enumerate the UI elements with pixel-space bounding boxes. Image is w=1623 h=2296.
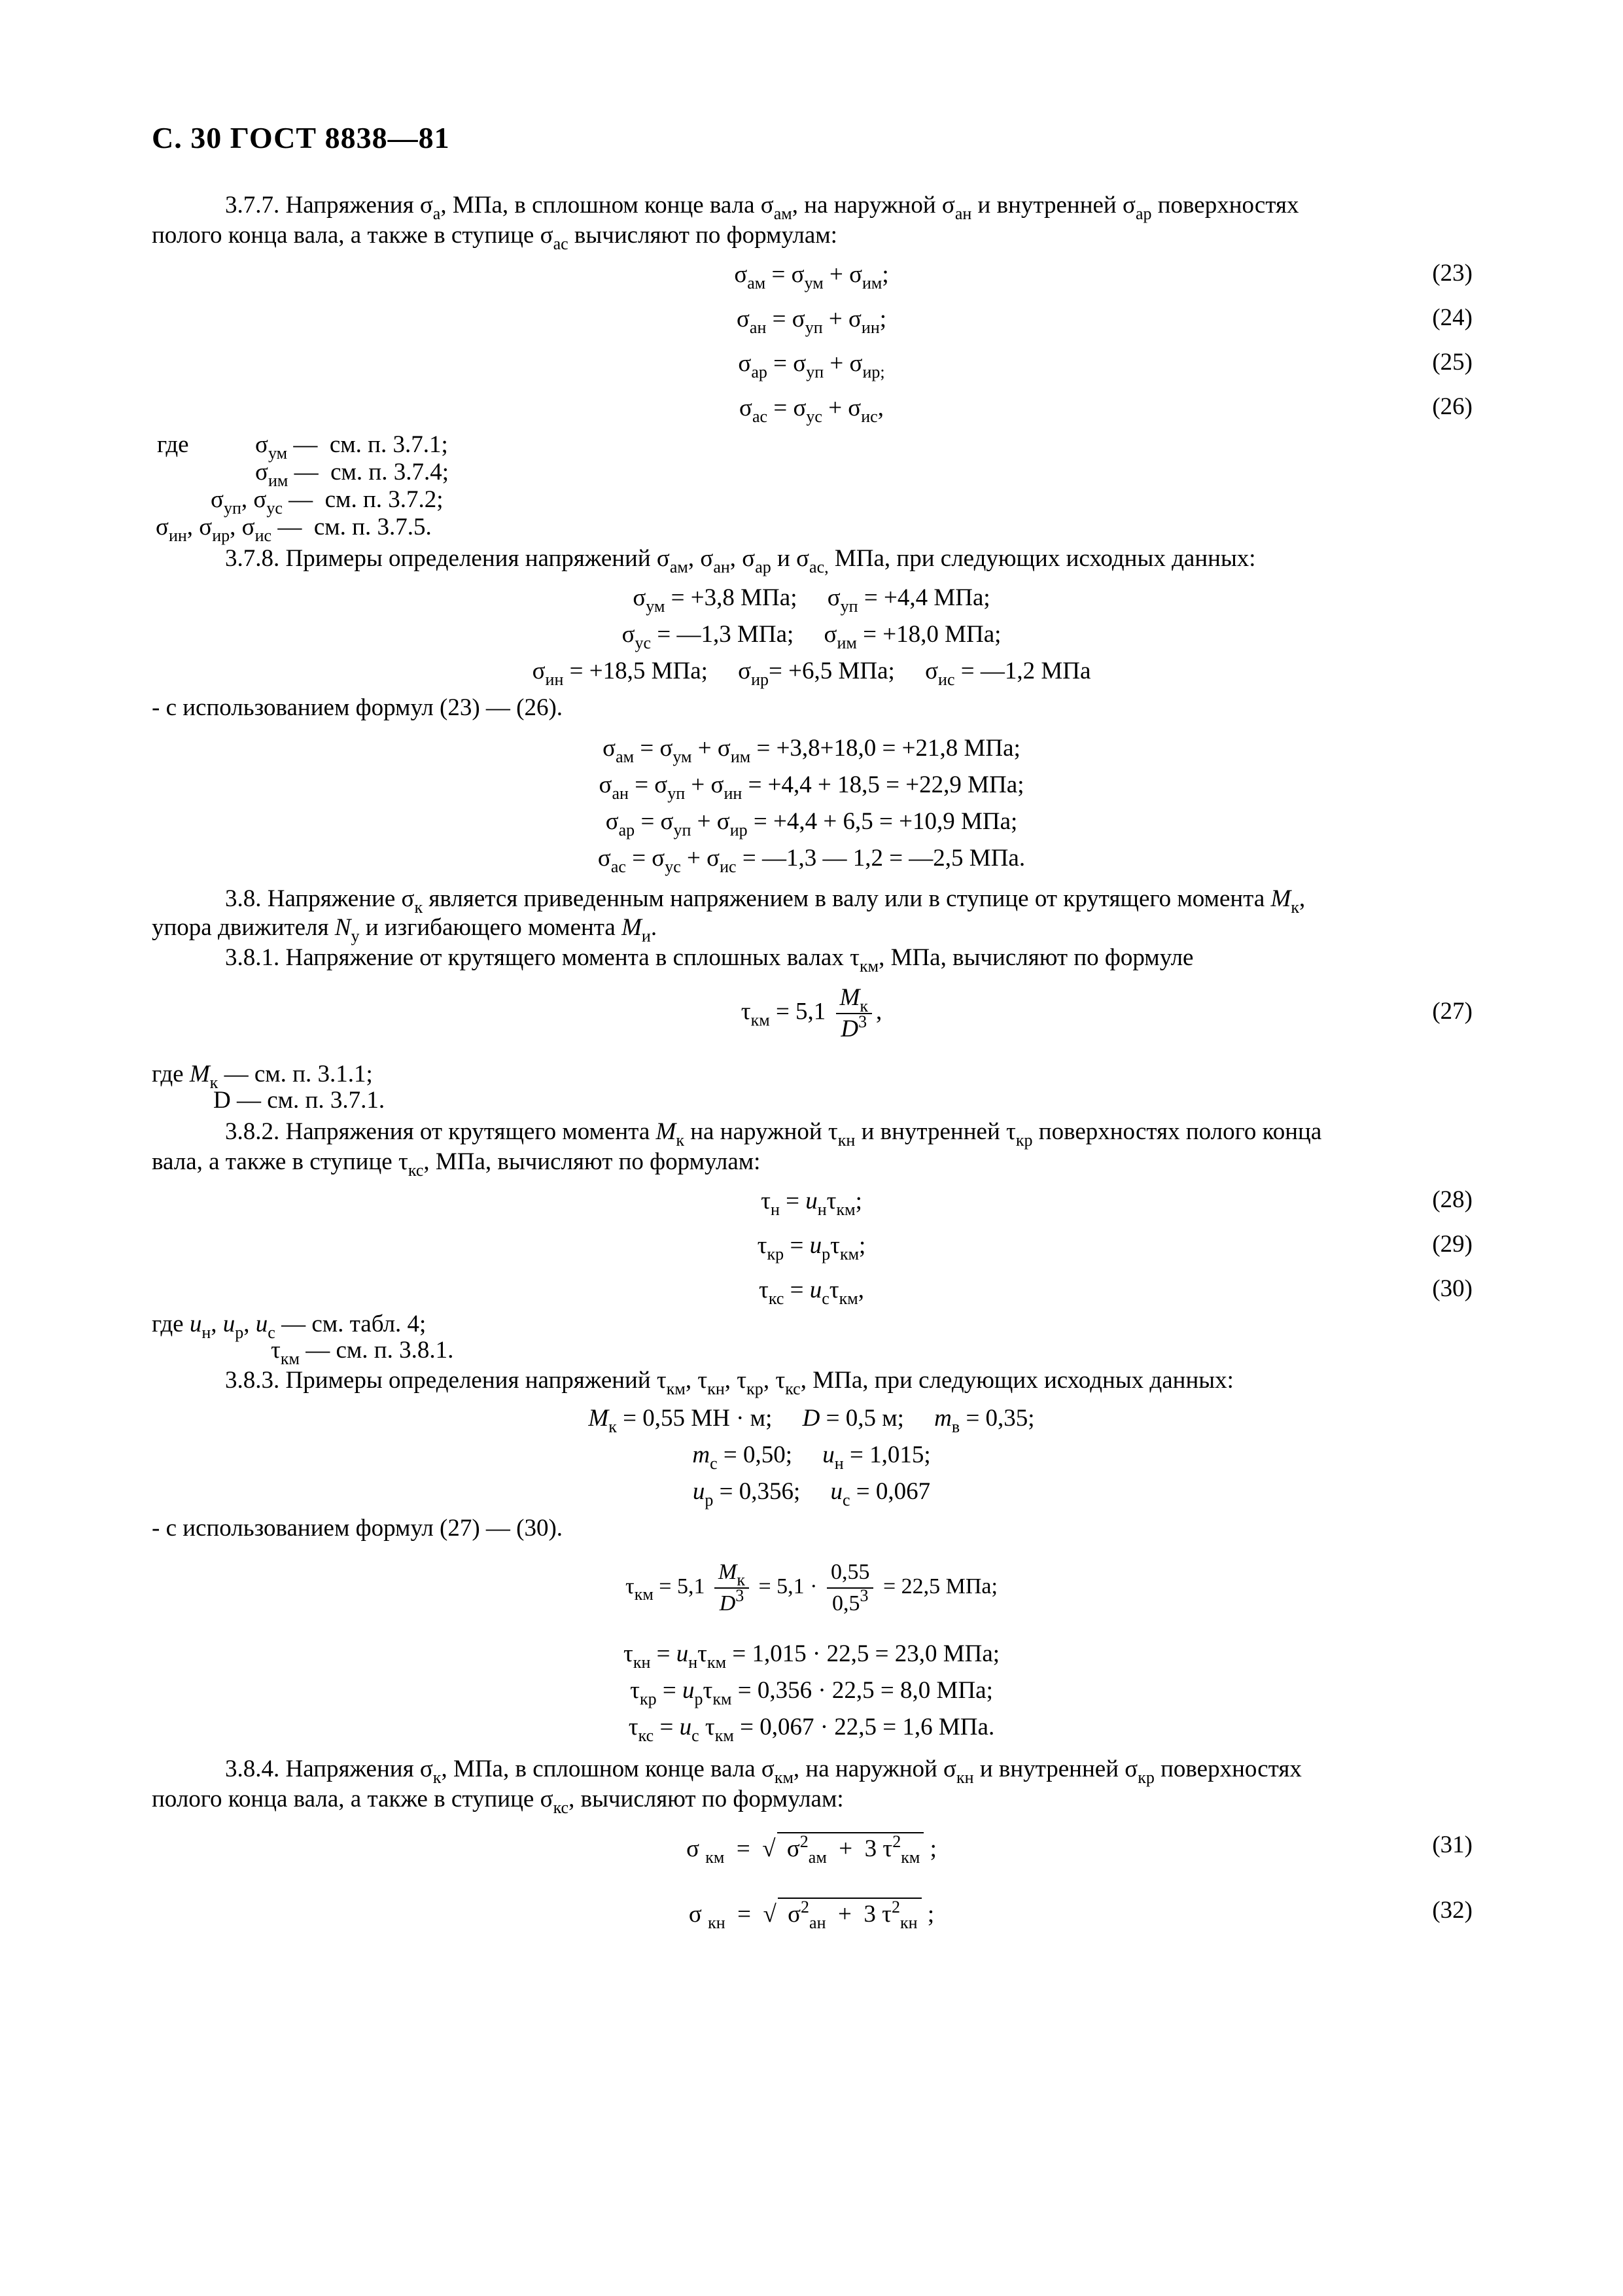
equation-32: σ $_{кн}$ = √ $\sigma^2_{ан} + 3$ $\tau^2_{кн}$ ; bbox=[688, 1898, 935, 1932]
input-data-line-2: $\sigma_{ус}$ = —1,3 МПа; $\sigma_{им} = +18,0$ МПа; bbox=[621, 621, 1002, 652]
equation-number-25: (25) bbox=[1432, 349, 1473, 376]
equation-26: $\sigma_{ас} = \sigma_{ус} + \sigma_{ис}$, bbox=[739, 395, 884, 426]
paragraph-3-7-7-line1: 3.7.7. Напряжения $\sigma_а$, МПа, в сплошном конце вала $\sigma_{ам}$, на наружной $\sigma_{ан}$ и внутренней $\sigma_{ар}$ поверхностях bbox=[225, 192, 1299, 223]
equation-24: $\sigma_{ан} = \sigma_{уп} + \sigma_{ин}$; bbox=[736, 306, 887, 337]
result-line-1: $\sigma_{ам} = \sigma_{ум} + \sigma_{им} = +3,8+18,0 = +21,8$ МПа; bbox=[602, 735, 1021, 766]
result-2-line-2: $\tau_{кн} = u_н\tau_{км} = 1,015 \cdot 22,5 = 23,0$ МПа; bbox=[623, 1640, 1000, 1672]
input-data-2-line-2: $m_с = 0,50$; $u_н = 1,015$; bbox=[692, 1441, 931, 1473]
result-line-4: $\sigma_{ас} = \sigma_{ус} + \sigma_{ис}$ = —1,3 — 1,2 = —2,5 МПа. bbox=[597, 845, 1026, 876]
equation-number-28: (28) bbox=[1432, 1186, 1473, 1213]
where-item-2: $\sigma_{им}$ — см. п. 3.7.4; bbox=[255, 459, 449, 490]
paragraph-3-8-line1: 3.8. Напряжение $\sigma_к$ является приведенным напряжением в валу или в ступице от крутящего момента $M_к$, bbox=[225, 885, 1306, 917]
result-line-2: $\sigma_{ан} = \sigma_{уп} + \sigma_{ин} = +4,4 + 18,5 = +22,9$ МПа; bbox=[599, 771, 1024, 803]
paragraph-3-7-7-line2: полого конца вала, а также в ступице $\sigma_{ас}$ вычисляют по формулам: bbox=[152, 222, 837, 253]
equation-number-31: (31) bbox=[1432, 1831, 1473, 1858]
equation-28: $\tau_н = u_н\tau_{км}$; bbox=[761, 1188, 862, 1219]
equation-31: σ $_{км}$ = √ $\sigma^2_{ам} + 3$ $\tau^2_{км}$ ; bbox=[686, 1832, 937, 1867]
where-tau: $\tau_{км}$ — см. п. 3.8.1. bbox=[271, 1337, 454, 1368]
equation-number-30: (30) bbox=[1432, 1275, 1473, 1302]
page-header: С. 30 ГОСТ 8838—81 bbox=[152, 121, 450, 154]
where-mk: где $M_к$ — см. п. 3.1.1; bbox=[152, 1061, 373, 1092]
result-2-line-3: $\tau_{кр} = u_р\tau_{км} = 0,356 \cdot 22,5 = 8,0$ МПа; bbox=[630, 1677, 993, 1708]
paragraph-3-7-8: 3.7.8. Примеры определения напряжений $\sigma_{ам}$, $\sigma_{ан}$, $\sigma_{ар}$ и $\sigma_{ас,}$ МПа, при следующих исходных данных: bbox=[225, 545, 1256, 576]
paragraph-3-8-line2: упора движителя $N_у$ и изгибающего момента $M_и$. bbox=[152, 914, 657, 945]
equation-25: $\sigma_{ар} = \sigma_{уп} + \sigma_{ир;}$ bbox=[738, 350, 885, 381]
result-2-line-1: $\tau_{км} = 5,1$ $\frac{M_к}{D^3}$ = 5,1 · $\frac{0,55}{0,5^3}$ = 22,5 МПа; bbox=[0, 1557, 1623, 1619]
where-item-4: $\sigma_{ин}$, $\sigma_{ир}$, $\sigma_{ис}$ — см. п. 3.7.5. bbox=[156, 514, 432, 545]
equation-number-26: (26) bbox=[1432, 393, 1473, 420]
equation-29: $\tau_{кр} = u_р\tau_{км}$; bbox=[757, 1232, 866, 1263]
equation-number-27: (27) bbox=[1432, 998, 1473, 1025]
formulas-reference-2: - с использованием формул (27) — (30). bbox=[152, 1515, 563, 1542]
equation-30: $\tau_{кс} = u_с\tau_{км}$, bbox=[758, 1277, 865, 1308]
where-u: где $u_н$, $u_р$, $u_с$ — см. табл. 4; bbox=[152, 1311, 427, 1342]
equation-number-24: (24) bbox=[1432, 304, 1473, 331]
where-item-3: $\sigma_{уп}$, $\sigma_{ус}$ — см. п. 3.7.2; bbox=[211, 486, 444, 518]
input-data-line-3: $\sigma_{ин} = +18,5$ МПа; $\sigma_{ир}= +6,5$ МПа; $\sigma_{ис}$ = —1,2 МПа bbox=[532, 658, 1091, 689]
equation-number-29: (29) bbox=[1432, 1231, 1473, 1258]
formulas-reference-1: - с использованием формул (23) — (26). bbox=[152, 694, 563, 721]
input-data-2-line-3: $u_р = 0,356$; $u_с = 0,067$ bbox=[692, 1478, 931, 1510]
equation-number-32: (32) bbox=[1432, 1897, 1473, 1924]
where-label: где bbox=[157, 431, 189, 458]
paragraph-3-8-4-line2: полого конца вала, а также в ступице $\sigma_{кс}$, вычисляют по формулам: bbox=[152, 1786, 844, 1817]
equation-number-23: (23) bbox=[1432, 260, 1473, 287]
input-data-line-1: $\sigma_{ум} = +3,8$ МПа; $\sigma_{уп} = +4,4$ МПа; bbox=[633, 584, 990, 616]
paragraph-3-8-2-line2: вала, а также в ступице $\tau_{кс}$, МПа, вычисляют по формулам: bbox=[152, 1148, 761, 1180]
equation-23: $\sigma_{ам} = \sigma_{ум} + \sigma_{им}$; bbox=[734, 261, 889, 292]
where-d: D — см. п. 3.7.1. bbox=[213, 1087, 385, 1114]
result-2-line-4: $\tau_{кс} = u_с$ $\tau_{км} = 0,067 \cdot 22,5 = 1,6$ МПа. bbox=[628, 1714, 995, 1745]
paragraph-3-8-3: 3.8.3. Примеры определения напряжений $\tau_{км}$, $\tau_{кн}$, $\tau_{кр}$, $\tau_{кс}$, МПа, при следующих исходных данных: bbox=[225, 1367, 1234, 1398]
where-item-1: $\sigma_{ум}$ — см. п. 3.7.1; bbox=[255, 431, 448, 463]
paragraph-3-8-2-line1: 3.8.2. Напряжения от крутящего момента $M_к$ на наружной $\tau_{кн}$ и внутренней $\tau_{кр}$ поверхностях полого конца bbox=[225, 1118, 1322, 1150]
equation-27: $\tau_{км} = 5,1$ $\frac{M_к}{D^3}$ , bbox=[741, 984, 882, 1042]
paragraph-3-8-4-line1: 3.8.4. Напряжения $\sigma_к$, МПа, в сплошном конце вала $\sigma_{км}$, на наружной $\sigma_{кн}$ и внутренней $\sigma_{кр}$ поверхностях bbox=[225, 1756, 1302, 1787]
input-data-2-line-1: $M_к = 0,55$ МН · м; D = 0,5 м; $m_в = 0,35$; bbox=[588, 1405, 1035, 1436]
result-line-3: $\sigma_{ар} = \sigma_{уп} + \sigma_{ир} = +4,4 + 6,5 = +10,9$ МПа; bbox=[605, 808, 1018, 839]
paragraph-3-8-1: 3.8.1. Напряжение от крутящего момента в сплошных валах $\tau_{км}$, МПа, вычисляют по формуле bbox=[225, 944, 1194, 976]
